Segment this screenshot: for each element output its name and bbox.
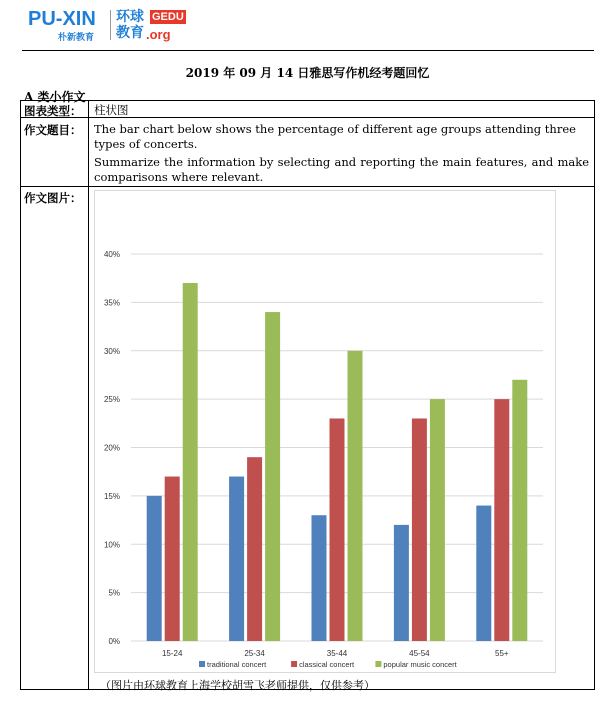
topic-line-1: The bar chart below shows the percentage of different age groups attending three types of concerts. (94, 122, 576, 151)
image-label: 作文图片： (24, 191, 82, 205)
section-heading: A 类小作文 (24, 90, 86, 104)
image-caption: （图片由环球教育上海学校胡雪飞老师提供，仅供参考） (100, 679, 375, 692)
y-tick-label: 10% (103, 540, 120, 550)
puxin-logo: PU-XIN (28, 8, 96, 30)
legend-label: popular music concert (383, 660, 457, 669)
gedu-logo (116, 9, 144, 41)
legend-swatch (199, 661, 205, 667)
y-tick-label: 25% (103, 395, 120, 405)
gedu-badge: GEDU (152, 11, 184, 23)
bar-popular-music-concert-55+ (512, 380, 527, 641)
bar-classical-concert-45-54 (412, 418, 427, 641)
bar-traditional-concert-45-54 (394, 525, 409, 641)
bar-popular-music-concert-25-34 (265, 312, 280, 641)
bar-traditional-concert-55+ (476, 506, 491, 641)
bar-chart-svg (95, 191, 557, 674)
chart-type-value: 柱状图 (94, 103, 129, 117)
y-tick-label: 0% (108, 637, 120, 646)
table-column-divider (88, 100, 89, 690)
bar-traditional-concert-25-34 (229, 477, 244, 641)
chart-type-label: 图表类型： (24, 104, 82, 118)
puxin-logo-subtitle: 朴新教育 (58, 33, 95, 43)
topic-label: 作文题目： (24, 123, 82, 137)
bar-classical-concert-25-34 (247, 457, 262, 641)
bar-classical-concert-55+ (494, 399, 509, 641)
x-tick-label: 25-34 (244, 649, 265, 658)
bar-popular-music-concert-35-44 (348, 351, 363, 641)
document-title: 2019 年 09 月 14 日雅思写作机经考题回忆 (185, 66, 430, 80)
x-tick-label: 15-24 (161, 649, 183, 658)
bar-traditional-concert-35-44 (312, 515, 327, 641)
bar-popular-music-concert-45-54 (430, 399, 445, 641)
logo-divider (110, 10, 111, 40)
y-tick-label: 15% (103, 491, 120, 501)
bar-traditional-concert-15-24 (147, 496, 162, 641)
bar-classical-concert-15-24 (165, 477, 180, 641)
table-row-divider (20, 186, 595, 187)
legend-label: classical concert (299, 660, 355, 669)
x-tick-label: 55+ (495, 649, 509, 658)
topic-line-2: Summarize the information by selecting and reporting the main features, and make comparisons where relevant. (94, 155, 589, 184)
x-tick-label: 35-44 (326, 649, 348, 658)
bar-chart (94, 190, 556, 673)
gedu-logo-line2: 教育 (116, 25, 144, 41)
gedu-logo-line1: 环球 (116, 9, 144, 25)
y-tick-label: 35% (103, 298, 120, 308)
legend-label: traditional concert (207, 660, 267, 669)
x-tick-label: 45-54 (409, 649, 430, 658)
bar-classical-concert-35-44 (330, 418, 345, 641)
gedu-org: .org (146, 27, 171, 42)
header-rule (22, 50, 594, 51)
y-tick-label: 20% (103, 443, 120, 453)
y-tick-label: 40% (103, 250, 120, 259)
legend-swatch (291, 661, 297, 667)
y-tick-label: 5% (108, 588, 120, 598)
y-tick-label: 30% (103, 346, 120, 356)
legend-swatch (375, 661, 381, 667)
bar-popular-music-concert-15-24 (183, 283, 198, 641)
